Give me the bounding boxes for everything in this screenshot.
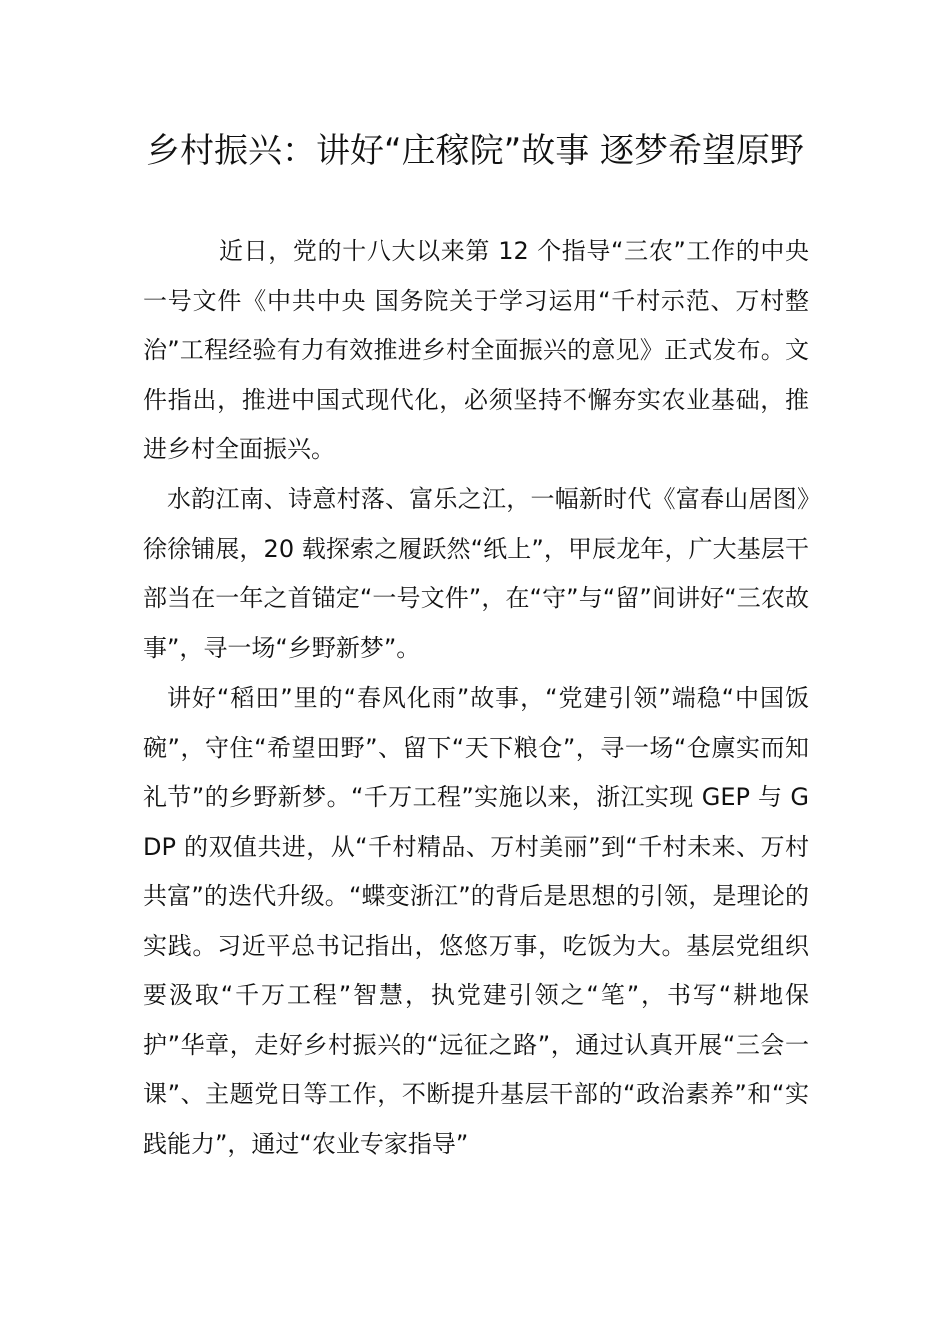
paragraph-3: 讲好“稻田”里的“春风化雨”故事，“党建引领”端稳“中国饭碗”，守住“希望田野”、留下“天下粮仓”，寻一场“仓廪实而知礼节”的乡野新梦。“千万工程”实施以来，浙江实现 GEP 与 GDP 的双值共进，从“千村精品、万村美丽”到“千村未来、万村共富”的迭代升级。“蝶变浙江”的背后是思想的引领，是理论的实践。习近平总书记指出，悠悠万事，吃饭为大。基层党组织要汲取“千万工程”智慧，执党建引领之“笔”，书写“耕地保护”华章，走好乡村振兴的“远征之路”，通过认真开展“三会一课”、主题党日等工作，不断提升基层干部的“政治素养”和“实践能力”，通过“农业专家指导”	[143, 684, 809, 1158]
paragraph-2: 水韵江南、诗意村落、富乐之江，一幅新时代《富春山居图》徐徐铺展，20 载探索之履跃然“纸上”，甲辰龙年，广大基层干部当在一年之首锚定“一号文件”，在“守”与“留”间讲好“三农故事”，寻一场“乡野新梦”。	[143, 485, 809, 662]
document-title: 乡村振兴：讲好“庄稼院”故事 逐梦希望原野	[145, 131, 805, 171]
paragraph-1: 近日，党的十八大以来第 12 个指导“三农”工作的中央一号文件《中共中央 国务院关于学习运用“千村示范、万村整治”工程经验有力有效推进乡村全面振兴的意见》正式发布。文件指出，推进中国式现代化，必须坚持不懈夯实农业基础，推进乡村全面振兴。	[143, 237, 809, 463]
